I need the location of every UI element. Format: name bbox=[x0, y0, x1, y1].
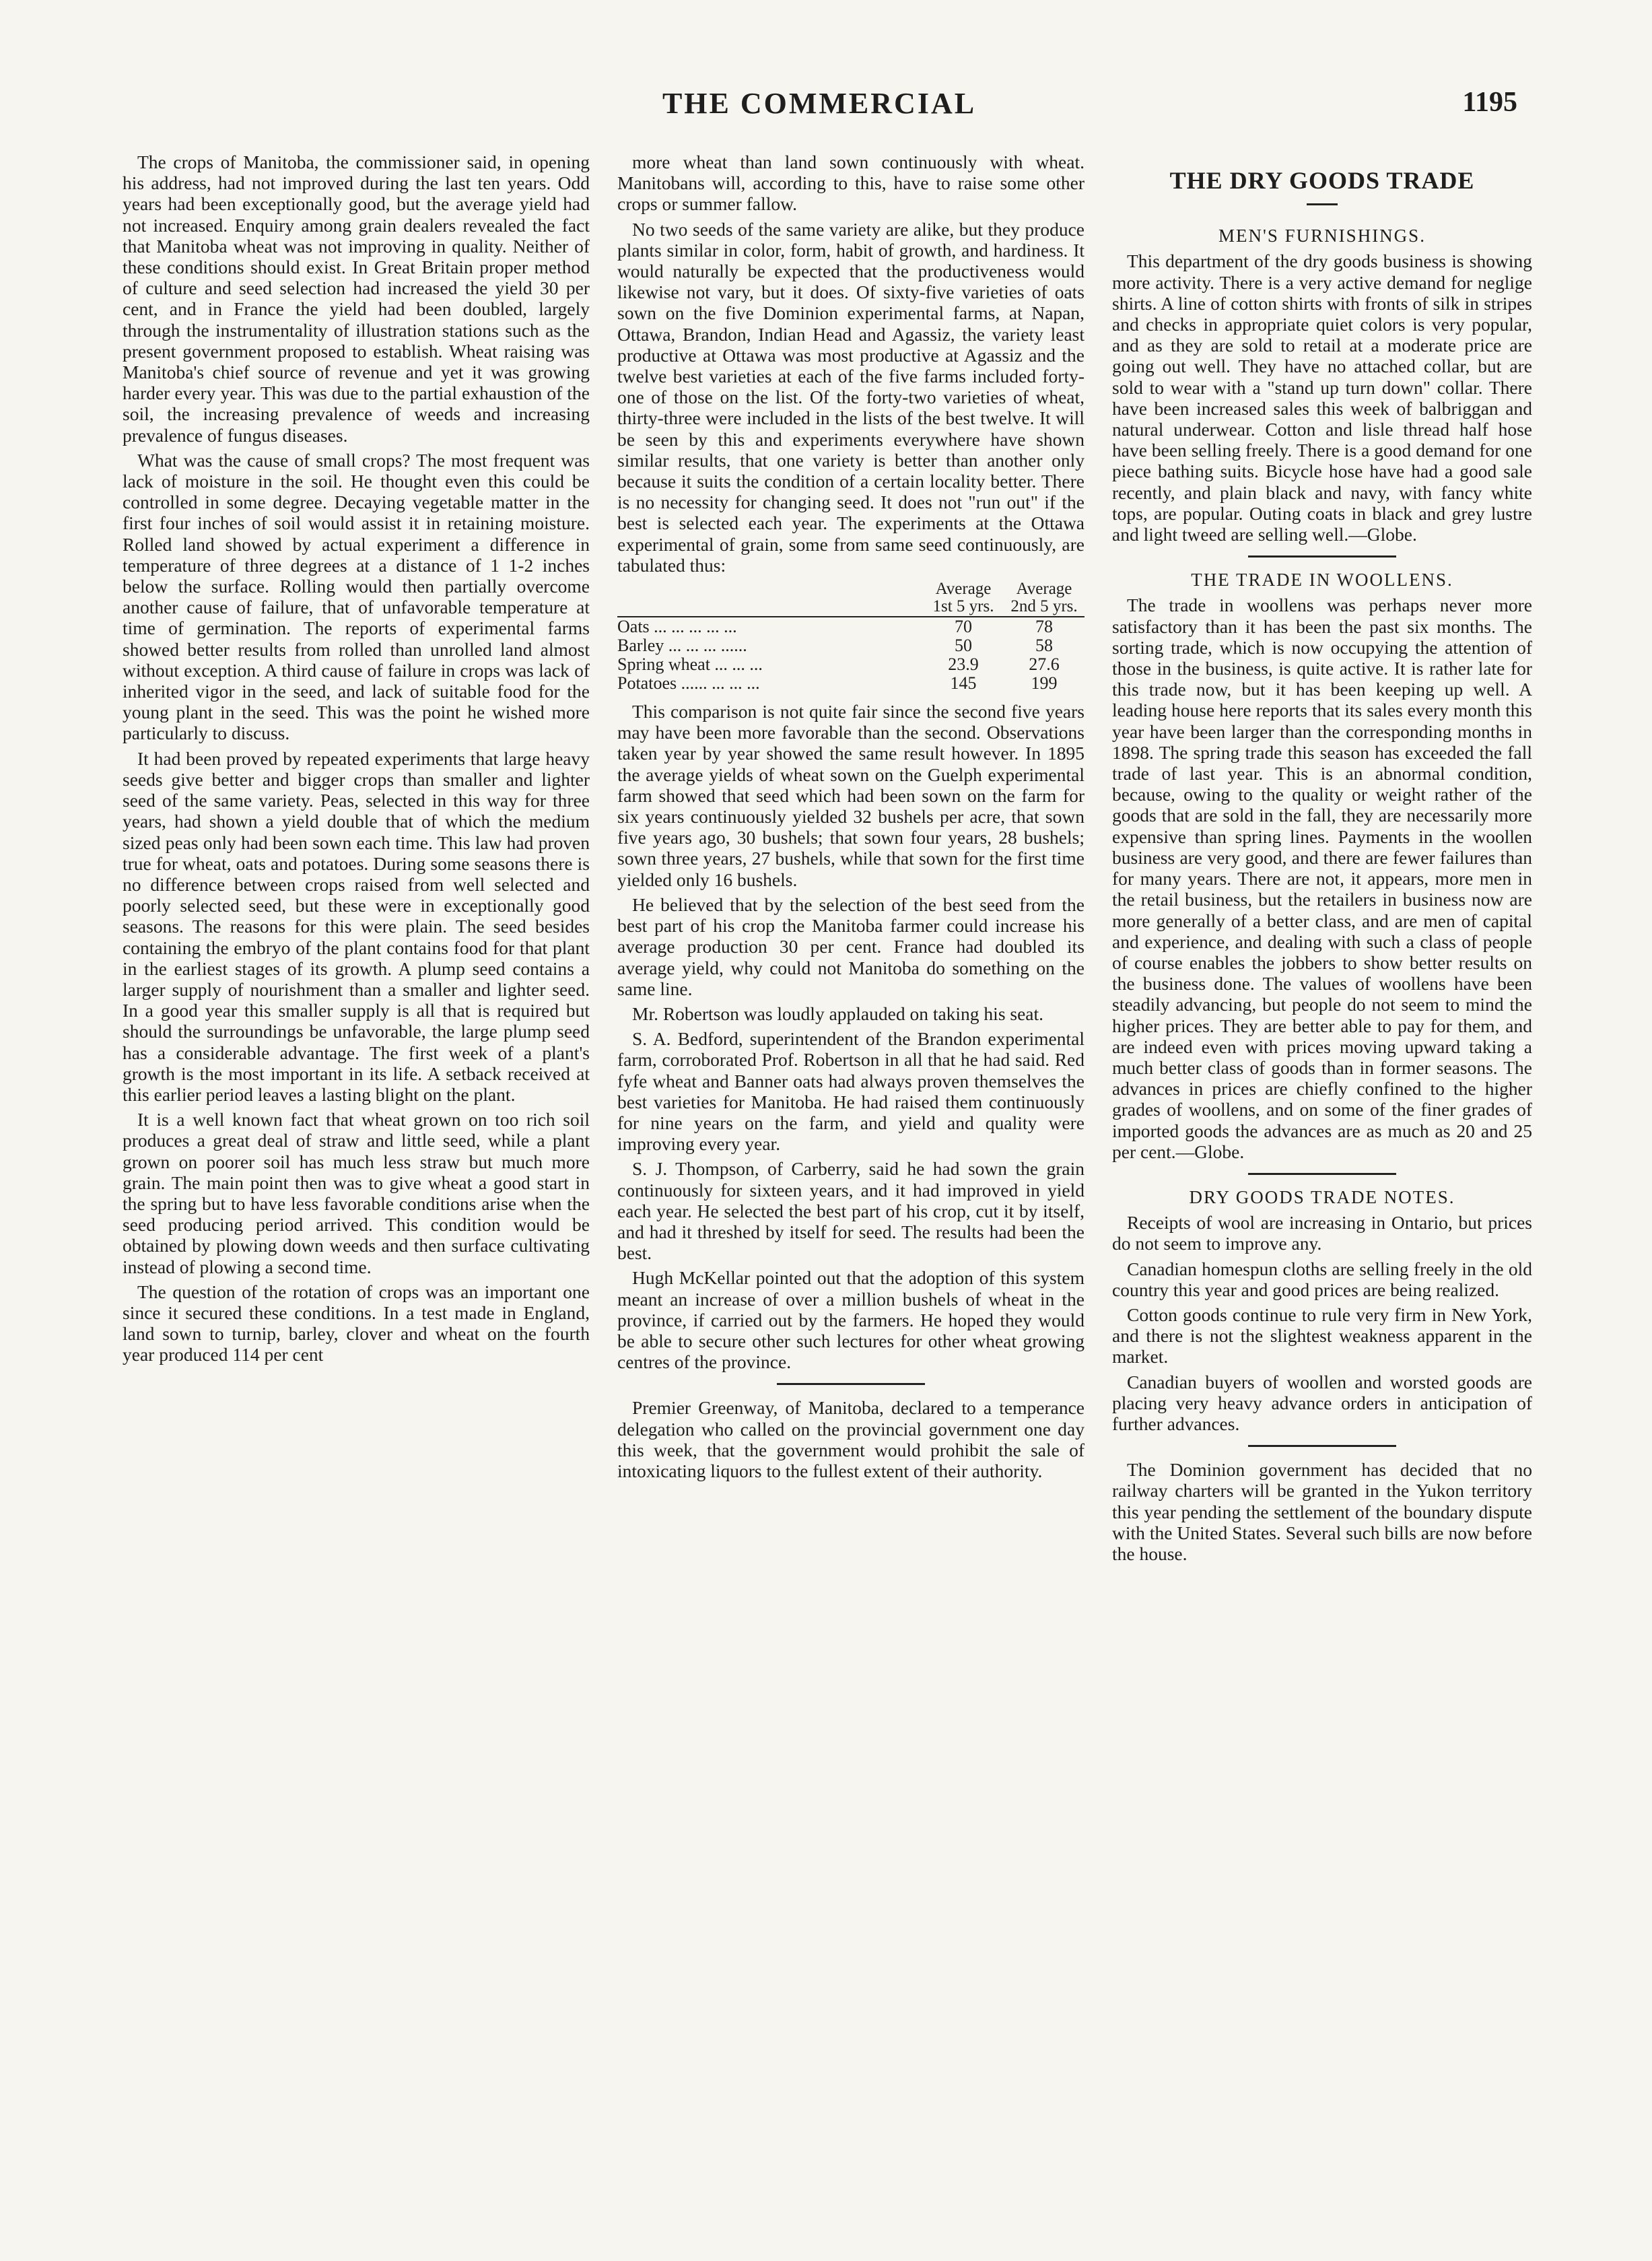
table-header-row bbox=[617, 580, 1085, 617]
paragraph: Canadian buyers of woollen and worsted goods are placing very heavy advance orders in anticipation of further advances. bbox=[1112, 1371, 1532, 1434]
paragraph: S. J. Thompson, of Carberry, said he had sown the grain continuously for sixteen years, and it had improved in yield each year. He selected the best part of his crop, cut it by itself, and had it threshed by itself for seed. The results had been the best. bbox=[617, 1158, 1085, 1264]
table-header-cell: Average 1st 5 yrs. bbox=[932, 580, 994, 616]
page-number: 1195 bbox=[1462, 87, 1517, 118]
table-row bbox=[617, 674, 1085, 693]
table-cell-crop: Spring wheat ... ... ... bbox=[617, 654, 763, 675]
table-cell: 23.9 bbox=[948, 654, 979, 675]
table-cell: 58 bbox=[1035, 636, 1053, 656]
table-row bbox=[617, 617, 1085, 636]
paragraph: It had been proved by repeated experiments that large heavy seeds give better and bigger crops than smaller and lighter seed of the same variety. Peas, selected in this way for three years, had shown a yield double that of which the medium sized peas only had been sown each time. This law had proven true for wheat, oats and potatoes. During some seasons there is no difference between crops raised from well selected and poorly selected seed, but these were in exceptionally good seasons. The reasons for this were plain. The seed besides containing the embryo of the plant contains food for that plant in the earliest stages of its growth. A plump seed contains a larger supply of nourishment than a smaller and lighter seed. In a good year this smaller supply is all that is required but should the surroundings be unfavorable, the large plump seed has a considerable advantage. The first week of a plant's growth is the most important in its life. A setback received at this earlier period leaves a lasting blight on the plant. bbox=[123, 747, 590, 1105]
paragraph: This comparison is not quite fair since the second five years may have been more favorable than the second. Observations taken year by year showed the same result however. In 1895 the average yields of wheat sown on the Guelph experimental farm showed that seed which had been sown on the farm for six years continuously yielded 32 bushels per acre, that sown five years ago, 30 bushels; that sown four years, 28 bushels; sown three years, 27 bushels, while that sown for the first time yielded only 16 bushels. bbox=[617, 701, 1085, 890]
paragraph: Receipts of wool are increasing in Ontario, but prices do not seem to improve any. bbox=[1112, 1212, 1532, 1254]
paragraph: No two seeds of the same variety are alike, but they produce plants similar in color, form, habit of growth, and hardiness. It would naturally be expected that the productiveness would likewise not vary, but it does. Of sixty-five varieties of oats sown on the five Dominion experimental farms, at Napan, Ottawa, Brandon, Indian Head and Agassiz, the variety least productive at Ottawa was most productive at Agassiz and the twelve best varieties at each of the five farms included forty-one of those on the list. Of the forty-two varieties of wheat, thirty-three were included in the lists of the best twelve. It will be seen by this and experiments everywhere have shown similar results, that one variety is better than another only because it suits the condition of a certain locality better. There is no necessity for changing seed. It does not "run out" if the best is selected each year. The experiments at the Ottawa experimental of grain, some from same seed continuously, are tabulated thus: bbox=[617, 218, 1085, 576]
table-cell-crop: Barley ... ... ... ...... bbox=[617, 636, 747, 656]
crop-yield-table bbox=[617, 580, 1085, 693]
table-cell-crop: Oats ... ... ... ... ... bbox=[617, 617, 737, 637]
table-cell: 70 bbox=[955, 617, 972, 637]
section-title: THE DRY GOODS TRADE bbox=[1169, 167, 1475, 194]
paragraph: Canadian homespun cloths are selling freely in the old country this year and good prices are being realized. bbox=[1112, 1258, 1532, 1300]
table-cell: 27.6 bbox=[1029, 654, 1060, 675]
table-cell-crop: Potatoes ...... ... ... ... bbox=[617, 673, 760, 694]
paragraph: The question of the rotation of crops was an important one since it secured these conditions. In a test made in England, land sown to turnip, barley, clover and wheat on the fourth year produced 114 per cent bbox=[123, 1281, 590, 1365]
divider bbox=[777, 1383, 925, 1385]
column-3 bbox=[1112, 151, 1532, 1568]
paragraph: S. A. Bedford, superintendent of the Brandon experimental farm, corroborated Prof. Robertson in all that he had said. Red fyfe wheat and Banner oats had always proven themselves the best varieties for Manitoba. He had raised them continuously for nine years on the farm, and yield and quality were improving every year. bbox=[617, 1028, 1085, 1155]
table-cell: 50 bbox=[955, 636, 972, 656]
table-cell: 145 bbox=[950, 673, 977, 694]
paragraph: Hugh McKellar pointed out that the adoption of this system meant an increase of over a million bushels of wheat in the province, if carried out by the farmers. He hoped they would be able to secure other such lectures for other wheat growing centres of the province. bbox=[617, 1267, 1085, 1373]
paragraph: Premier Greenway, of Manitoba, declared to a temperance delegation who called on the provincial government one day this week, that the government would prohibit the sale of intoxicating liquors to the fullest extent of their authority. bbox=[617, 1397, 1085, 1481]
paragraph: It is a well known fact that wheat grown on too rich soil produces a great deal of straw and little seed, while a plant grown on poorer soil has much less straw but much more grain. The main point then was to give wheat a good start in the spring but to have less favorable conditions arise when the seed producing period arrived. This condition would be obtained by plowing down weeds and then surface cultivating instead of plowing a second time. bbox=[123, 1109, 590, 1277]
paragraph: He believed that by the selection of the best seed from the best part of his crop the Manitoba farmer could increase his average production 30 per cent. France had doubled its average yield, why could not Manitoba do something on the same line. bbox=[617, 893, 1085, 999]
paragraph: The Dominion government has decided that no railway charters will be granted in the Yukon territory this year pending the settlement of the boundary dispute with the United States. Several such bills are now before the house. bbox=[1112, 1459, 1532, 1564]
subsection-heading: MEN'S FURNISHINGS. bbox=[1218, 226, 1426, 246]
table-header-cell: Average 2nd 5 yrs. bbox=[1010, 580, 1078, 616]
publication-title: THE COMMERCIAL bbox=[662, 87, 977, 120]
divider bbox=[1307, 203, 1338, 205]
subsection-heading: DRY GOODS TRADE NOTES. bbox=[1189, 1186, 1455, 1207]
table-row bbox=[617, 636, 1085, 655]
paragraph: The trade in woollens was perhaps never more satisfactory than it has been the past six months. The sorting trade, which is now occupying the attention of those in the business, is quite active. It is rather late for this trade now, but it has been keeping up well. A leading house here reports that its sales every month this year have been larger than the corresponding months in 1898. The spring trade this season has exceeded the fall trade of last year. This is an abnormal condition, because, owing to the quality or weight rather of the goods that are sold in the fall, they are necessarily more expensive than spring lines. Payments in the woollen business are very good, and there are fewer failures than for many years. There are not, it appears, more men in the retail business, but the retailers in business now are more generally of a better class, and are men of capital and experience, and dealing with such a class of people of course enables the jobbers to show better results on the business done. The values of woollens have been steadily advancing, but people do not seem to mind the higher prices. They are better able to pay for them, and are indeed even with prices moving upward taking a much better class of goods than in former seasons. The advances in prices are chiefly confined to the higher grades of woollens, and on some of the finer grades of imported goods the advances are as much as 20 and 25 per cent.—Globe. bbox=[1112, 595, 1532, 1162]
paragraph: The crops of Manitoba, the commissioner said, in opening his address, had not improved during the last ten years. Odd years had been exceptionally good, but the average yield had not increased. Enquiry among grain dealers revealed the fact that Manitoba wheat was not improving in quality. Neither of these conditions should exist. In Great Britain proper method of culture and seed selection had increased the yield 30 per cent, and in France the yield had been doubled, largely through the instrumentality of illustration stations such as the present government proposed to establish. Wheat raising was Manitoba's chief source of revenue and yet it was growing harder every year. This was due to the partial exhaustion of the soil, the increasing prevalence of weeds and increasing prevalence of fungus diseases. bbox=[123, 151, 590, 446]
table-cell: 199 bbox=[1031, 673, 1058, 694]
divider bbox=[1248, 1445, 1396, 1447]
column-1 bbox=[123, 151, 590, 1370]
paragraph: Mr. Robertson was loudly applauded on taking his seat. bbox=[632, 1003, 1044, 1024]
table-cell: 78 bbox=[1035, 617, 1053, 637]
page-header bbox=[121, 86, 1517, 127]
table-row bbox=[617, 655, 1085, 674]
subsection-heading: THE TRADE IN WOOLLENS. bbox=[1191, 570, 1453, 590]
paragraph: This department of the dry goods business is showing more activity. There is a very active demand for neglige shirts. A line of cotton shirts with fronts of silk in stripes and checks in appropriate quiet colors is very popular, and as they are sold to retail at a moderate price are going out well. They have no attached collar, but are sold to wear with a "stand up turn down" collar. There have been increased sales this week of balbriggan and natural underwear. Cotton and lisle thread half hose have been selling freely. There is a good demand for one piece bathing suits. Bicycle hose have had a good sale recently, and plain black and navy, with fancy white tops, are popular. Outing coats in black and grey lustre and light tweed are selling well.—Globe. bbox=[1112, 250, 1532, 545]
paragraph: more wheat than land sown continuously with wheat. Manitobans will, according to this, have to raise some other crops or summer fallow. bbox=[617, 151, 1085, 215]
paragraph: Cotton goods continue to rule very firm in New York, and there is not the slightest weakness apparent in the market. bbox=[1112, 1304, 1532, 1368]
divider bbox=[1248, 1173, 1396, 1175]
divider bbox=[1248, 555, 1396, 558]
paragraph: What was the cause of small crops? The most frequent was lack of moisture in the soil. He thought even this could be controlled in some degree. Decaying vegetable matter in the first four inches of soil would assist it in retaining moisture. Rolled land showed by actual experiment a difference in temperature of three degrees at a distance of 1 1-2 inches below the surface. Rolling would then partially overcome another cause of failure, that of unfavorable temperature at time of germination. The reports of experimental farms showed better results from rolled than unrolled land almost without exception. A third cause of failure in crops was lack of inherited vigor in the seed, and lack of suitable food for the young plant in the seed. This was the point he wished more particularly to discuss. bbox=[123, 449, 590, 744]
column-2 bbox=[617, 151, 1085, 1485]
